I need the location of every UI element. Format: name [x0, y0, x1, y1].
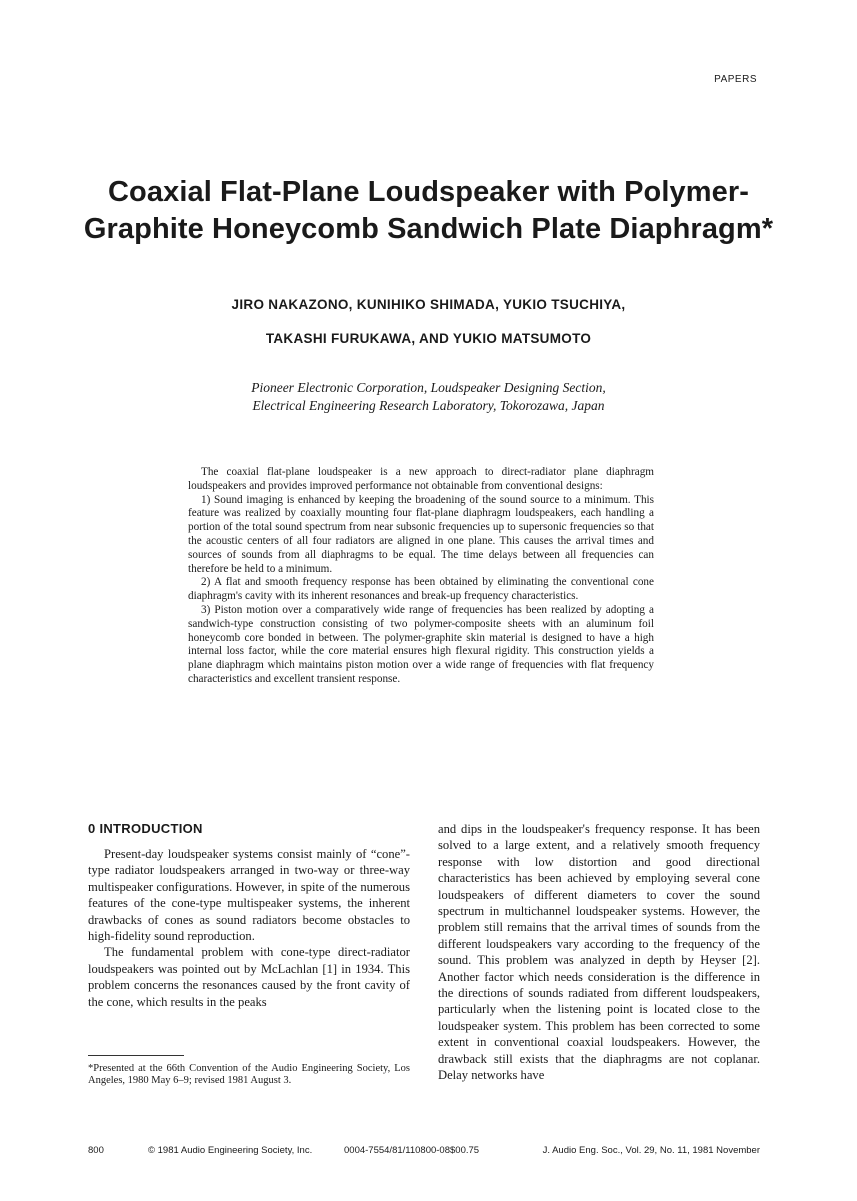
abstract-paragraph: 1) Sound imaging is enhanced by keeping the broadening of the sound source to a minimum. This feature was realized by coaxially mounting four flat-plane diaphragm loudspeakers, each handling a portion of the total sound spectrum from near subsonic frequencies up to supersonic frequencies so that the acoustic centers of all four radiators are aligned in one plane. This causes the arrival times and sources of sounds from all diaphragms to be equal. The time delays between all frequencies can therefore be held to a minimum. [188, 493, 654, 575]
body-paragraph: The fundamental problem with cone-type direct-radiator loudspeakers was pointed out by McLachlan [1] in 1934. This problem concerns the resonances caused by the front cavity of the cone, which results in the peaks [88, 945, 410, 1009]
footnote-divider [88, 1055, 184, 1056]
affiliation [60, 379, 797, 415]
body-paragraph: Present-day loudspeaker systems consist mainly of “cone”-type radiator loudspeakers arranged in two-way or three-way multispeaker configurations. However, in spite of the numerous features of the cone-type multispeaker systems, the inherent drawbacks of cones as sound radiators become obstacles to high-fidelity sound reproduction. [88, 847, 410, 944]
body-column-left [88, 846, 410, 1010]
page-number: 800 [88, 1145, 104, 1156]
author-list [60, 288, 797, 356]
section-heading-introduction: 0 INTRODUCTION [88, 821, 203, 836]
abstract-paragraph: 2) A flat and smooth frequency response has been obtained by eliminating the conventional cone diaphragm's cavity with its inherent resonances and break-up frequency characteristics. [188, 576, 654, 603]
abstract-paragraph: 3) Piston motion over a comparatively wide range of frequencies has been realized by adopting a sandwich-type construction consisting of two polymer-composite sheets with an aluminum foil honeycomb core bonded in between. The polymer-graphite skin material is designed to have a high internal loss factor, while the core material ensures high flexural rigidity. This construction yields a plane diaphragm which maintains piston motion over a wide range of frequencies with flat frequency characteristics and excellent transient response. [188, 603, 654, 685]
body-paragraph: and dips in the loudspeaker's frequency response. It has been solved to a large extent, and a relatively smooth frequency response with low distortion and good directional characteristics has been achieved by employing several cone loudspeakers of different diameters to cover the sound spectrum in multichannel loudspeaker systems. However, the problem still remains that the arrival times of sounds from the different loudspeakers vary according to the frequency of the sound. This problem was analyzed in depth by Heyser [2]. Another factor which needs consideration is the difference in the directions of sounds radiated from different loudspeakers, particularly when the listening point is located close to the loudspeaker system. This problem has been corrected to some extent in conventional coaxial loudspeakers. However, the drawback still exists that the diaphragms are not coplanar. Delay networks have [438, 822, 760, 1083]
footnote: *Presented at the 66th Convention of the Audio Engineering Society, Los Angeles, 1980 May 6–9; revised 1981 August 3. [88, 1063, 410, 1087]
section-label: PAPERS [714, 74, 757, 85]
journal-citation: J. Audio Eng. Soc., Vol. 29, No. 11, 1981 November [542, 1145, 760, 1156]
author-line: TAKASHI FURUKAWA, AND YUKIO MATSUMOTO [265, 331, 592, 346]
abstract [188, 466, 654, 687]
affiliation-line: Electrical Engineering Research Laboratory, Tokorozawa, Japan [252, 398, 605, 413]
abstract-paragraph: The coaxial flat-plane loudspeaker is a new approach to direct-radiator plane diaphragm loudspeakers and provides improved performance not obtainable from conventional designs: [188, 466, 654, 492]
copyright-notice: © 1981 Audio Engineering Society, Inc. [148, 1145, 313, 1156]
article-code: 0004-7554/81/110800-08$00.75 [344, 1145, 480, 1156]
affiliation-line: Pioneer Electronic Corporation, Loudspeaker Designing Section, [251, 380, 606, 395]
paper-title: Coaxial Flat-Plane Loudspeaker with Polymer-Graphite Honeycomb Sandwich Plate Diaphragm* [83, 176, 774, 245]
author-line: JIRO NAKAZONO, KUNIHIKO SHIMADA, YUKIO TSUCHIYA, [231, 297, 626, 312]
body-column-right [438, 821, 760, 1084]
